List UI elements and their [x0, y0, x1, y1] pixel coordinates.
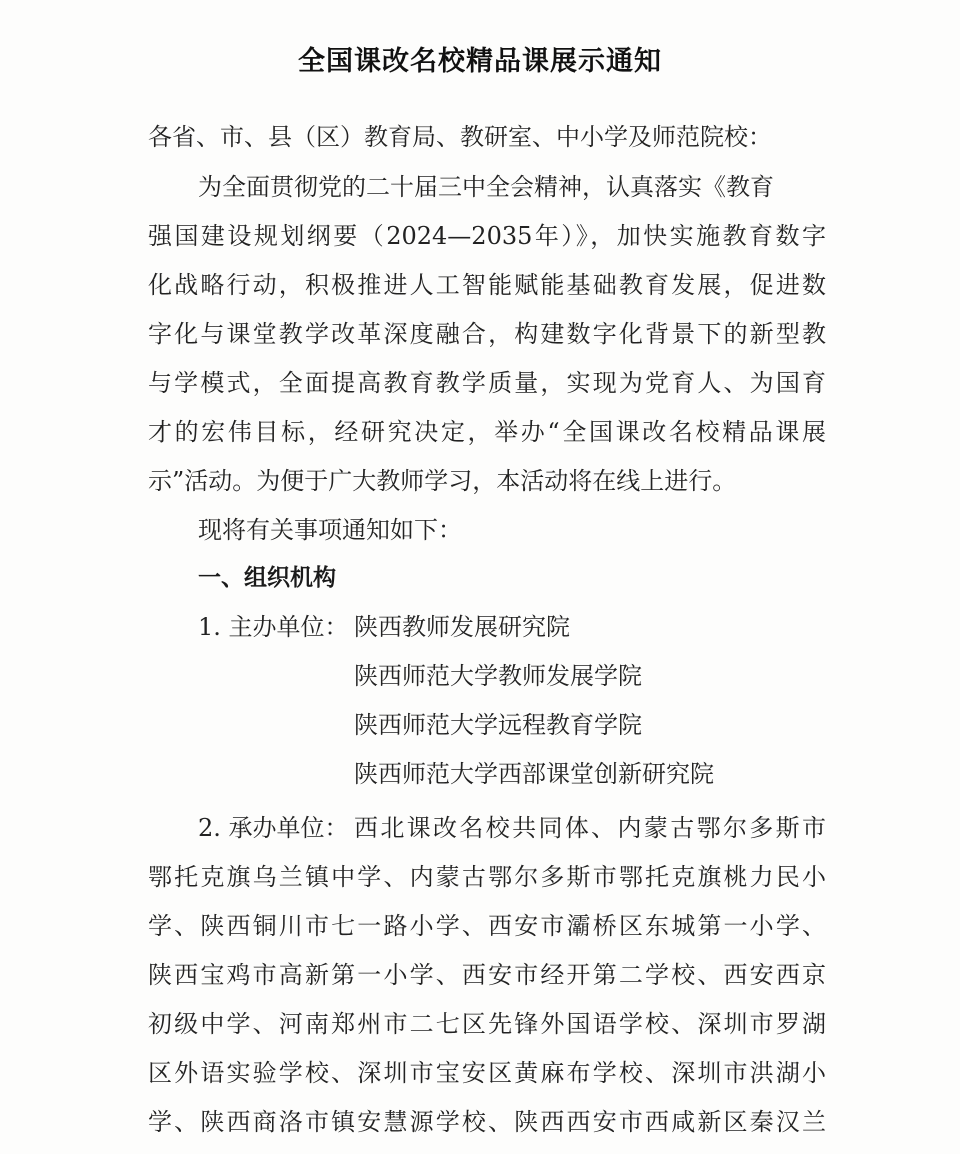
paragraph-line: 为全面贯彻党的二十届三中全会精神，认真落实《教育 — [198, 173, 774, 201]
paragraph-line: 示”活动。为便于广大教师学习，本活动将在线上进行。 — [148, 467, 737, 495]
organizer-item: 陕西教师发展研究院 — [354, 613, 570, 641]
organizer-item: 陕西师范大学教师发展学院 — [354, 662, 642, 690]
co-organizers-line: 陕西宝鸡市高新第一小学、西安市经开第二学校、西安西京 — [148, 961, 826, 989]
paragraph-line: 强国建设规划纲要（2024—2035年）》，加快实施教育数字 — [148, 222, 826, 250]
co-organizers-line: 学、陕西铜川市七一路小学、西安市灞桥区东城第一小学、 — [148, 912, 826, 940]
co-organizers-line: 西北课改名校共同体、内蒙古鄂尔多斯市 — [354, 814, 826, 842]
section-heading: 一、组织机构 — [198, 565, 336, 591]
organizers-label: 1. 主办单位： — [198, 613, 349, 641]
salutation: 各省、市、县（区）教育局、教研室、中小学及师范院校： — [148, 123, 772, 151]
paragraph-line: 化战略行动，积极推进人工智能赋能基础教育发展，促进数 — [148, 271, 826, 299]
notice-intro: 现将有关事项通知如下： — [198, 516, 462, 544]
organizer-item: 陕西师范大学西部课堂创新研究院 — [354, 760, 714, 788]
paragraph-line: 字化与课堂教学改革深度融合，构建数字化背景下的新型教 — [148, 320, 826, 348]
organizer-item: 陕西师范大学远程教育学院 — [354, 711, 642, 739]
document-title: 全国课改名校精品课展示通知 — [298, 46, 662, 77]
co-organizers-line: 学、陕西商洛市镇安慧源学校、陕西西安市西咸新区秦汉兰 — [148, 1108, 826, 1136]
co-organizers-label: 2. 承办单位： — [198, 814, 349, 842]
co-organizers-line: 初级中学、河南郑州市二七区先锋外国语学校、深圳市罗湖 — [148, 1010, 826, 1038]
paragraph-line: 与学模式，全面提高教育教学质量，实现为党育人、为国育 — [148, 369, 826, 397]
paragraph-line: 才的宏伟目标，经研究决定，举办“全国课改名校精品课展 — [148, 418, 826, 446]
co-organizers-line: 区外语实验学校、深圳市宝安区黄麻布学校、深圳市洪湖小 — [148, 1059, 826, 1087]
co-organizers-line: 鄂托克旗乌兰镇中学、内蒙古鄂尔多斯市鄂托克旗桃力民小 — [148, 863, 826, 891]
